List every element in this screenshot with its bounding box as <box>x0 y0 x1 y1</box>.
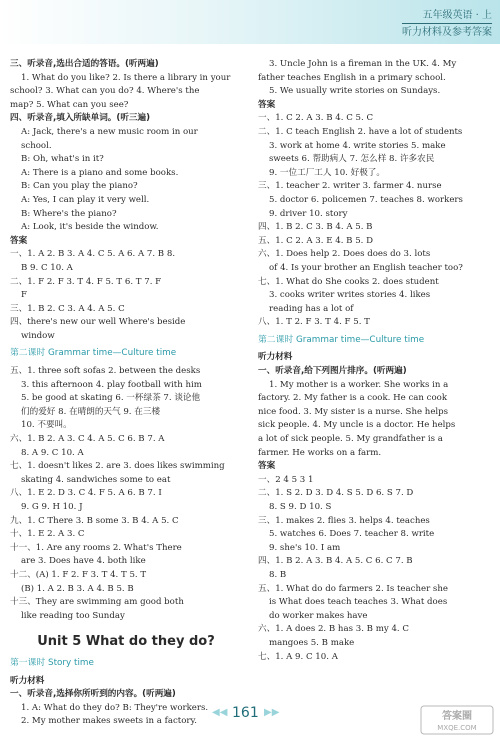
answer-line: 三、1. teacher 2. writer 3. farmer 4. nurse <box>258 181 442 192</box>
answer-line: are 3. Does have 4. both like <box>21 556 146 567</box>
next-arrow-icon: ▶▶ <box>264 707 280 718</box>
answer-line: 一、1. C 2. A 3. B 4. C 5. C <box>258 113 374 124</box>
answer-line: B: Where's the piano? <box>21 208 117 219</box>
answer-line: 5. doctor 6. policemen 7. teaches 8. workers <box>269 194 463 205</box>
answer-line: 十、1. E 2. A 3. C <box>10 529 85 540</box>
answer-line: 十二、(A) 1. F 2. F 3. T 4. T 5. T <box>10 569 147 580</box>
answer-line: 一、1. A 2. B 3. A 4. C 5. A 6. A 7. B 8. <box>10 249 176 260</box>
answer-line: 一、2 4 5 3 1 <box>258 474 314 485</box>
answer-line: 四、1. B 2. A 3. B 4. A 5. C 6. C 7. B <box>258 556 413 567</box>
answer-line: 3. work at home 4. write stories 5. make <box>269 140 446 151</box>
section-heading: 答案 <box>10 235 28 246</box>
answer-line: school. <box>21 140 52 151</box>
answer-line: B: Can you play the piano? <box>21 181 138 192</box>
section-heading: 三、听录音,选出合适的答语。(听两遍) <box>10 59 159 69</box>
answer-line: 8. A 9. C 10. A <box>21 447 84 458</box>
section-heading: 一、听录音,选择你所听到的内容。(听两遍) <box>10 689 176 700</box>
answer-line: 5. watches 6. Does 7. teacher 8. write <box>269 529 435 540</box>
watermark-logo <box>420 705 494 735</box>
section-heading: 一、听录音,给下列图片排序。(听两遍) <box>258 366 407 377</box>
answer-line: 七、1. What do She cooks 2. does student <box>258 276 439 287</box>
answer-line: 8. B <box>269 569 287 580</box>
lesson-title: 第二课时 Grammar time—Culture time <box>258 334 425 345</box>
header-grade: 五年级英语 · 上 <box>422 10 492 21</box>
answer-line: 2. My mother makes sweets in a factory. <box>21 716 197 727</box>
answer-line: 们的爱好 8. 在晴朗的天气 9. 在三楼 <box>21 406 161 417</box>
answer-line: 9. she's 10. I am <box>269 542 341 553</box>
answer-line: 三、1. B 2. C 3. A 4. A 5. C <box>10 303 125 314</box>
answer-line: (B) 1. A 2. B 3. A 4. B 5. B <box>21 583 134 594</box>
answer-line: is What does teach teaches 3. What does <box>269 597 448 608</box>
answer-line: factory. 2. My father is a cook. He can cook <box>258 393 448 404</box>
answer-line: 9. G 9. H 10. J <box>21 502 83 512</box>
answer-line: a lot of sick people. 5. My grandfather is a <box>258 434 443 445</box>
answer-line: 3. this afternoon 4. play football with him <box>21 379 202 390</box>
answer-line: 9. driver 10. story <box>269 208 348 219</box>
unit-title: Unit 5 What do they do? <box>37 634 215 650</box>
lesson-title: 第二课时 Grammar time—Culture time <box>10 348 177 359</box>
answer-line: of 4. Is your brother an English teacher too? <box>269 262 463 273</box>
answer-line: A: Yes, I can play it very well. <box>21 194 150 205</box>
answer-line: A: There is a piano and some books. <box>21 167 179 178</box>
answer-line: nice food. 3. My sister is a nurse. She helps <box>258 406 449 417</box>
answer-line: sick people. 4. My uncle is a doctor. He helps <box>258 420 456 431</box>
answer-line: 十三、They are swimming am good both <box>10 597 184 608</box>
answer-line: B: Oh, what's in it? <box>21 154 104 165</box>
answer-line: map? 5. What can you see? <box>10 99 129 110</box>
right-column <box>258 58 492 664</box>
answer-line: 四、there's new our well Where's beside <box>10 317 186 328</box>
section-heading: 听力材料 <box>10 675 45 686</box>
answer-line: 8. S 9. D 10. S <box>269 502 332 512</box>
section-heading: 听力材料 <box>258 352 293 363</box>
section-heading: 答案 <box>258 461 276 472</box>
answer-line: reading has a lot of <box>269 303 354 314</box>
answer-line: 五、1. What do do farmers 2. Is teacher she <box>258 583 448 594</box>
answer-line: 九、1. C There 3. B some 3. B 4. A 5. C <box>10 515 179 526</box>
answer-line: 四、1. B 2. C 3. B 4. A 5. B <box>258 222 373 233</box>
section-heading: 四、听录音,填入所缺单词。(听三遍) <box>10 113 151 124</box>
header-section: 听力材料及参考答案 <box>402 23 492 40</box>
answer-line: 1. What do you like? 2. Is there a library in your <box>21 72 231 83</box>
prev-arrow-icon: ◀◀ <box>212 707 228 718</box>
left-column <box>10 58 242 729</box>
answer-line: 十一、1. Are any rooms 2. What's There <box>10 542 182 553</box>
answer-line: window <box>21 330 55 341</box>
answer-line: 六、1. B 2. A 3. C 4. A 5. C 6. B 7. A <box>10 434 165 445</box>
page-number: 161 <box>232 705 259 721</box>
answer-line: 八、1. E 2. D 3. C 4. F 5. A 6. B 7. I <box>10 488 162 499</box>
answer-line: 二、1. C teach English 2. have a lot of students <box>258 126 463 137</box>
answer-line: mangoes 5. B make <box>269 637 355 648</box>
answer-line: 八、1. T 2. F 3. T 4. F 5. T <box>258 317 370 328</box>
svg-text:答案圈: 答案圈 <box>442 711 472 722</box>
answer-line: 1. My mother is a worker. She works in a <box>269 379 449 390</box>
answer-line: 二、1. F 2. F 3. T 4. F 5. T 6. T 7. F <box>10 276 162 287</box>
answer-line: 3. cooks writer writes stories 4. likes <box>269 290 431 301</box>
answer-line: A: Look, it's beside the window. <box>21 222 159 233</box>
svg-text:MXQE.COM: MXQE.COM <box>437 724 477 732</box>
answer-line: A: Jack, there's a new music room in our <box>21 126 198 137</box>
answer-line: do worker makes have <box>269 610 368 621</box>
answer-line: skating 4. sandwiches some to eat <box>21 474 171 485</box>
answer-line: sweets 6. 帮助病人 7. 怎么样 8. 许多农民 <box>269 154 435 165</box>
page-footer <box>0 703 500 739</box>
lesson-title: 第一课时 Story time <box>10 657 94 668</box>
answer-line: 六、1. Does help 2. Does does do 3. lots <box>258 249 431 260</box>
answer-line: like reading too Sunday <box>21 610 125 621</box>
answer-line: 9. 一位工厂工人 10. 好极了。 <box>269 167 385 178</box>
answer-line: 5. be good at skating 6. 一杯绿茶 7. 谈论他 <box>21 393 201 404</box>
answer-line: school? 3. What can you do? 4. Where's the <box>10 86 200 97</box>
answer-line: 七、1. A 9. C 10. A <box>258 651 338 662</box>
answer-line: 1. A: What do they do? B: They're workers. <box>21 702 209 713</box>
answer-line: 五、1. three soft sofas 2. between the desks <box>10 366 201 377</box>
answer-line: farmer. He works on a farm. <box>258 447 382 458</box>
answer-line: father teaches English in a primary school. <box>258 72 446 83</box>
answer-line: 3. Uncle John is a fireman in the UK. 4. My <box>269 59 457 69</box>
answer-line: 10. 不要叫。 <box>21 420 72 431</box>
answer-line: 5. We usually write stories on Sundays. <box>269 86 441 97</box>
answer-line: 三、1. makes 2. flies 3. helps 4. teaches <box>258 515 430 526</box>
answer-line: 二、1. S 2. D 3. D 4. S 5. D 6. S 7. D <box>258 488 414 499</box>
page-header <box>402 8 492 40</box>
section-heading: 答案 <box>258 99 276 110</box>
answer-line: B 9. C 10. A <box>21 262 73 273</box>
answer-line: F <box>21 290 27 301</box>
answer-line: 五、1. C 2. A 3. E 4. B 5. D <box>258 235 374 246</box>
answer-line: 六、1. A does 2. B has 3. B my 4. C <box>258 624 409 635</box>
answer-line: 七、1. doesn't likes 2. are 3. does likes swimming <box>10 461 225 472</box>
